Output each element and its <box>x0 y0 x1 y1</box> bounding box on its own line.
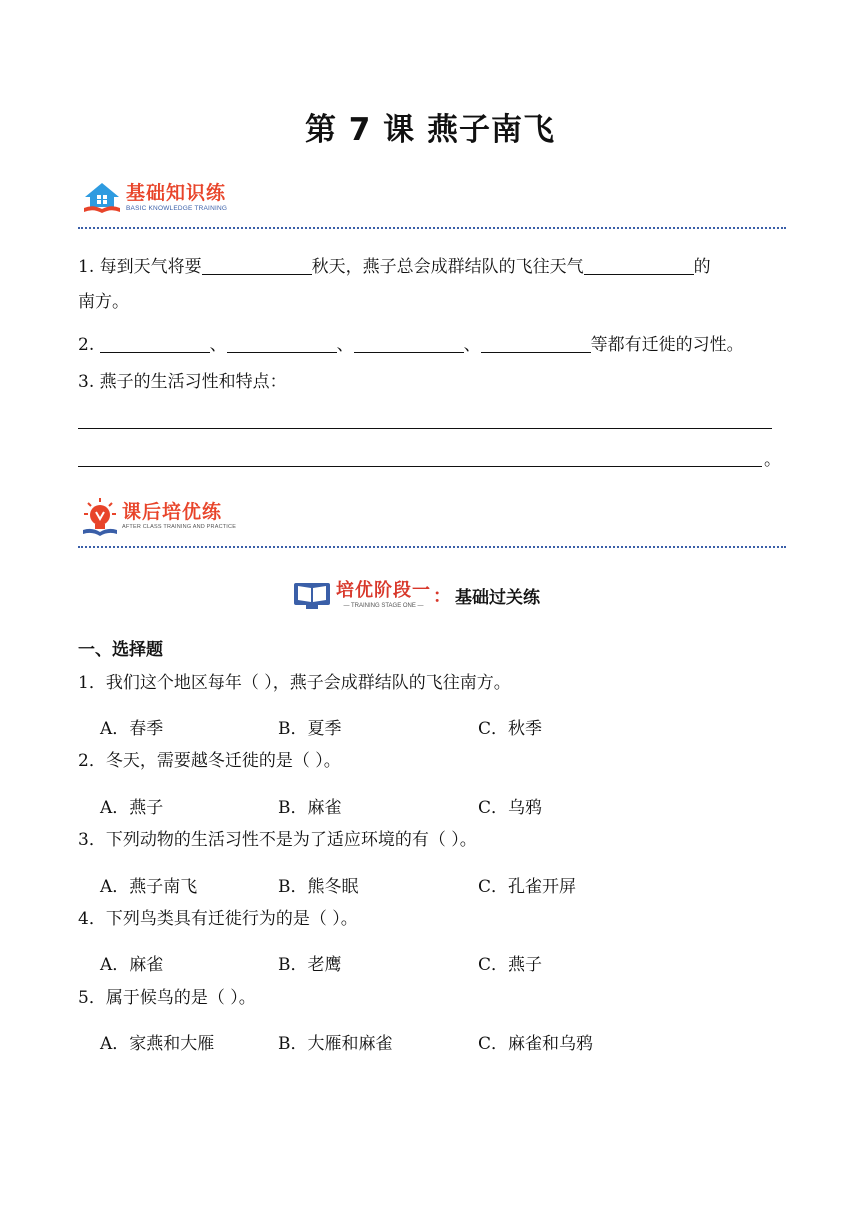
answer-blank[interactable] <box>202 256 312 275</box>
option-c[interactable]: C．秋季 <box>478 719 543 739</box>
option-b[interactable]: B．老鹰 <box>278 955 342 975</box>
answer-blank[interactable] <box>100 334 210 353</box>
answer-blank[interactable] <box>584 256 694 275</box>
section-title-cn: 基础知识练 <box>126 181 227 204</box>
section-logo-after-class <box>82 497 236 537</box>
option-c[interactable]: C．孔雀开屏 <box>478 877 577 897</box>
q1-text-b: 秋天，燕子总会成群结队的飞往天气 <box>311 257 584 277</box>
q2-text-end: 等都有迁徙的习性。 <box>590 335 744 355</box>
fill-question-1 <box>78 256 711 276</box>
dotted-divider <box>78 227 786 229</box>
q1-text-a: 1. 每到天气将要 <box>78 257 202 277</box>
lightbulb-book-icon <box>82 497 118 537</box>
fill-question-1-cont: 南方。 <box>78 292 129 312</box>
question-stem: 5．属于候鸟的是（ ）。 <box>78 988 256 1008</box>
house-book-icon <box>82 181 122 215</box>
dotted-divider <box>78 546 786 548</box>
option-a[interactable]: A．麻雀 <box>100 955 164 975</box>
option-c[interactable]: C．乌鸦 <box>478 798 543 818</box>
training-stage-header <box>292 580 540 610</box>
stage-subtitle: 基础过关练 <box>455 587 540 608</box>
answer-line[interactable] <box>78 428 772 429</box>
stage-colon: ： <box>433 586 451 607</box>
option-c[interactable]: C．燕子 <box>478 955 543 975</box>
question-stem: 3．下列动物的生活习性不是为了适应环境的有（ ）。 <box>78 830 477 850</box>
option-b[interactable]: B．大雁和麻雀 <box>278 1034 393 1054</box>
answer-blank[interactable] <box>227 334 337 353</box>
answer-blank[interactable] <box>481 334 591 353</box>
section-title-en: BASIC KNOWLEDGE TRAINING <box>126 204 228 212</box>
section-logo-basic <box>82 181 227 215</box>
question-stem: 4．下列鸟类具有迁徙行为的是（ ）。 <box>78 909 358 929</box>
question-stem: 1．我们这个地区每年（ ），燕子会成群结队的飞往南方。 <box>78 673 511 693</box>
option-a[interactable]: A．燕子 <box>100 798 164 818</box>
section-title-en: AFTER CLASS TRAINING AND PRACTICE <box>122 524 237 531</box>
option-a[interactable]: A．燕子南飞 <box>100 877 198 897</box>
q1-text-c: 的 <box>693 257 711 277</box>
separator: 、 <box>463 335 481 355</box>
stage-title-en: — TRAINING STAGE ONE — <box>343 602 424 609</box>
option-b[interactable]: B．熊冬眠 <box>278 877 359 897</box>
fill-question-2 <box>78 334 744 354</box>
option-b[interactable]: B．麻雀 <box>278 798 342 818</box>
section-title-cn: 课后培优练 <box>122 501 223 524</box>
part-heading: 一、选择题 <box>78 640 163 660</box>
option-a[interactable]: A．家燕和大雁 <box>100 1034 215 1054</box>
fill-question-3: 3. 燕子的生活习性和特点： <box>78 372 287 392</box>
separator: 、 <box>336 335 354 355</box>
stage-title-cn: 培优阶段一 <box>336 579 431 601</box>
option-c[interactable]: C．麻雀和乌鸦 <box>478 1034 594 1054</box>
option-a[interactable]: A．春季 <box>100 719 164 739</box>
separator: 、 <box>209 335 227 355</box>
open-book-screen-icon <box>292 580 332 610</box>
answer-blank[interactable] <box>354 334 464 353</box>
q2-number: 2. <box>78 335 95 355</box>
page-title: 第 7 课 燕子南飞 <box>305 112 555 148</box>
answer-end-mark: 。 <box>764 450 781 470</box>
option-b[interactable]: B．夏季 <box>278 719 342 739</box>
answer-line[interactable] <box>78 466 762 467</box>
question-stem: 2．冬天，需要越冬迁徙的是（ ）。 <box>78 751 341 771</box>
